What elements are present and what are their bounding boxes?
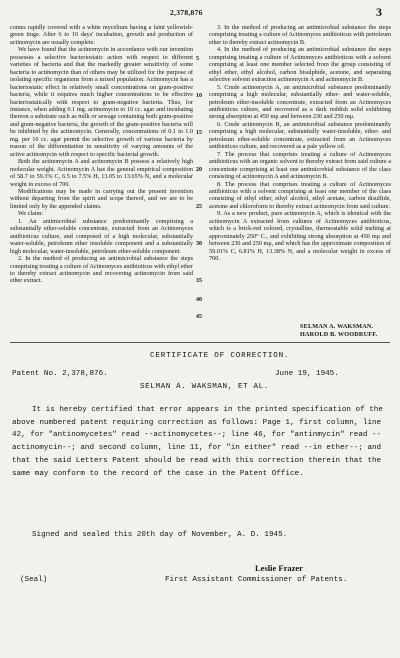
line-number: 35 (196, 278, 202, 284)
paragraph: Modifications may be made in carrying out the present invention without departing from the spirit and scope thereof, and we are to be limited only by the appended claims. (10, 187, 193, 210)
right-column (209, 24, 391, 263)
claim: 4. In the method of producing an antimicrobial substance the steps comprising treating a culture of Actinomyces antibioticus with a solvent comprising at least one member selected from the group consisting of ethyl ether, ethyl alcohol, carbon bisulphide, acetone, and separating selective solvent extraction actinomycin A and actinomycin B. (209, 46, 391, 84)
certificate-title: CERTIFICATE OF CORRECTION. (150, 352, 290, 360)
claims-heading: We claim: (18, 210, 44, 218)
paragraph: comes rapidly covered with a white mycelium having a faint yellowish-green tinge. After 6 to 10 days' incubation, growth and production of actinomycin are usually complete. (10, 24, 193, 46)
inventor-signature: HAROLD B. WOODRUFF. (300, 331, 378, 338)
line-number: 15 (196, 130, 202, 136)
paragraph: Both the actinomycin A and actinomycin B possess a relatively high molecular weight. Actinomycin A has the general empirical composition of 58.7 to 59.3% C, 6.5 to 7.5% H, 13.05 to 13.65% N, and a molecular weight in excess of 700. (10, 158, 193, 188)
inventor-signature: SELMAN A. WAKSMAN. (300, 323, 374, 330)
claim: 5. Crude actinomycin A, an antimicrobial substance predominantly comprising a high molecular, substantially ether- and water-soluble, petroleum ether-insoluble concentrate, extracted from an Actinomyces antibioticus culture, and recovered as a dark reddish solid exhibiting strong absorption at 450 mμ and between 230 and 250 mμ. (209, 83, 391, 121)
claim: 7. The process that comprises treating a culture of Actinomyces antibioticus with an organic solvent to thereby extract from said culture a concentrate comprising at least one antimicrobial substance of the class consisting of actinomycin A and actinomycin B. (209, 150, 391, 181)
claim: 2. In the method of producing an antimicrobial substance the steps comprising treating a culture of Actinomyces antibioticus with ethyl ether to thereby extract actinomycin and recovering actinomycin from said ether extract. (10, 255, 193, 285)
claim: 9. As a new product, pure actinomycin A, which is identical with the actinomycin A extracted from cultures of Actinomyces antibioticus, which is a brick-red colored, crystalline, thermostable solid melting at approximately 250° C., and exhibiting strong absorption at 450 mμ and between 230 and 250 mμ, and which has the approximate composition of 59.01% C, 6.81% H, 13.38% N, and a molecular weight in excess of 700. (209, 210, 391, 263)
certificate-patent-number: Patent No. 2,378,876. (12, 370, 108, 378)
line-number: 30 (196, 241, 202, 247)
page-header (0, 5, 400, 24)
line-number: 40 (196, 297, 202, 303)
claim: 6. Crude actinomycin B, an antimicrobial substance predominantly comprising a high molecular, substantially water-insoluble, ether- and petroleum ether-soluble concentrate, extracted from an Actinomyces antibioticus culture, and recovered as a pale yellow oil. (209, 120, 391, 151)
claim: 3. In the method of producing an antimicrobial substance the steps comprising treating a culture of Actinomyces antibioticus with petroleum ether to thereby extract actinomycin B. (209, 24, 391, 46)
patent-number: 2,378,876 (170, 8, 203, 17)
line-number: 25 (196, 204, 202, 210)
paragraph: We have found that the actinomycin in accordance with our invention possesses a selective bacteriostatic action with respect to different varieties of bacteria and that the markedly greater sensitivity of some bacteria to actinomycin than of others may be utilized for the purpose of isolating specific organisms from a mixed population. Actinomycin has a bacteriostatic effect in relatively small concentrations on gram-positive bacteria, while it requires much higher concentrations to be effective bacteriostatically with respect to gram-negative bacteria. Thus, for instance, when adding 0.1 mg. actinomycin to 10 cc. agar and incubating thereon a substrate such as milk or sewage containing both gram-positive and gram-negative bacteria, the growth of the gram-positive bacteria will be inhibited by the actinomycin. Generally, concentrations of 0.1 to 1.0 mg. per 10 cc. agar permit the selective growth of various bacteria by reason of the differentiation in sensitivity of varying amounts of the active actinomycin with respect to specific bacterial growth. (10, 46, 193, 158)
seal-label: (Seal) (20, 576, 48, 584)
certificate-signer-title: First Assistant Commissioner of Patents. (165, 576, 348, 584)
certificate-names: SELMAN A. WAKSMAN, ET AL. (140, 383, 269, 391)
line-number: 10 (196, 93, 202, 99)
certificate-signer: Leslie Frazer (255, 563, 303, 573)
certificate-date: June 19, 1945. (275, 370, 339, 378)
certificate-body: It is hereby certified that error appears in the printed specification of the above numbered patent requiring correction as follows: Page 1, first column, line 42, for "antinomycetes" read --actinomycetes--; line 46, for "antinmycin" read --actinomycin--; and second column, line 11, for "in either" read --in ether--; and that the said Letters Patent should be read with this correction therein that the same may conform to the record of the case in the Patent Office. (12, 406, 383, 478)
page-number: 3 (376, 5, 382, 19)
line-number: 5 (196, 56, 199, 62)
left-column (10, 24, 193, 285)
divider (10, 342, 390, 343)
line-number: 20 (196, 167, 202, 173)
claim: 8. The process that comprises treating a culture of Actinomyces antibioticus with a solvent comprising at least one member of the class consisting of ethyl ether, ethyl alcohol, ethyl acetate, carbon disulfide, acetone and chloroform to thereby extract actinomycin from said culture. (209, 180, 391, 210)
line-number: 45 (196, 314, 202, 320)
certificate-signed-line: Signed and sealed this 20th day of November, A. D. 1945. (32, 531, 288, 539)
claim: 1. An antimicrobial substance predominantly comprising a substantially ether-soluble concentrate, extracted from an Actinomyces antibioticus culture, and composed of a high molecular, substantially water-soluble, petroleum ether insoluble component and a substantially high molecular, water-insoluble, petroleum ether-soluble component. (10, 217, 193, 255)
